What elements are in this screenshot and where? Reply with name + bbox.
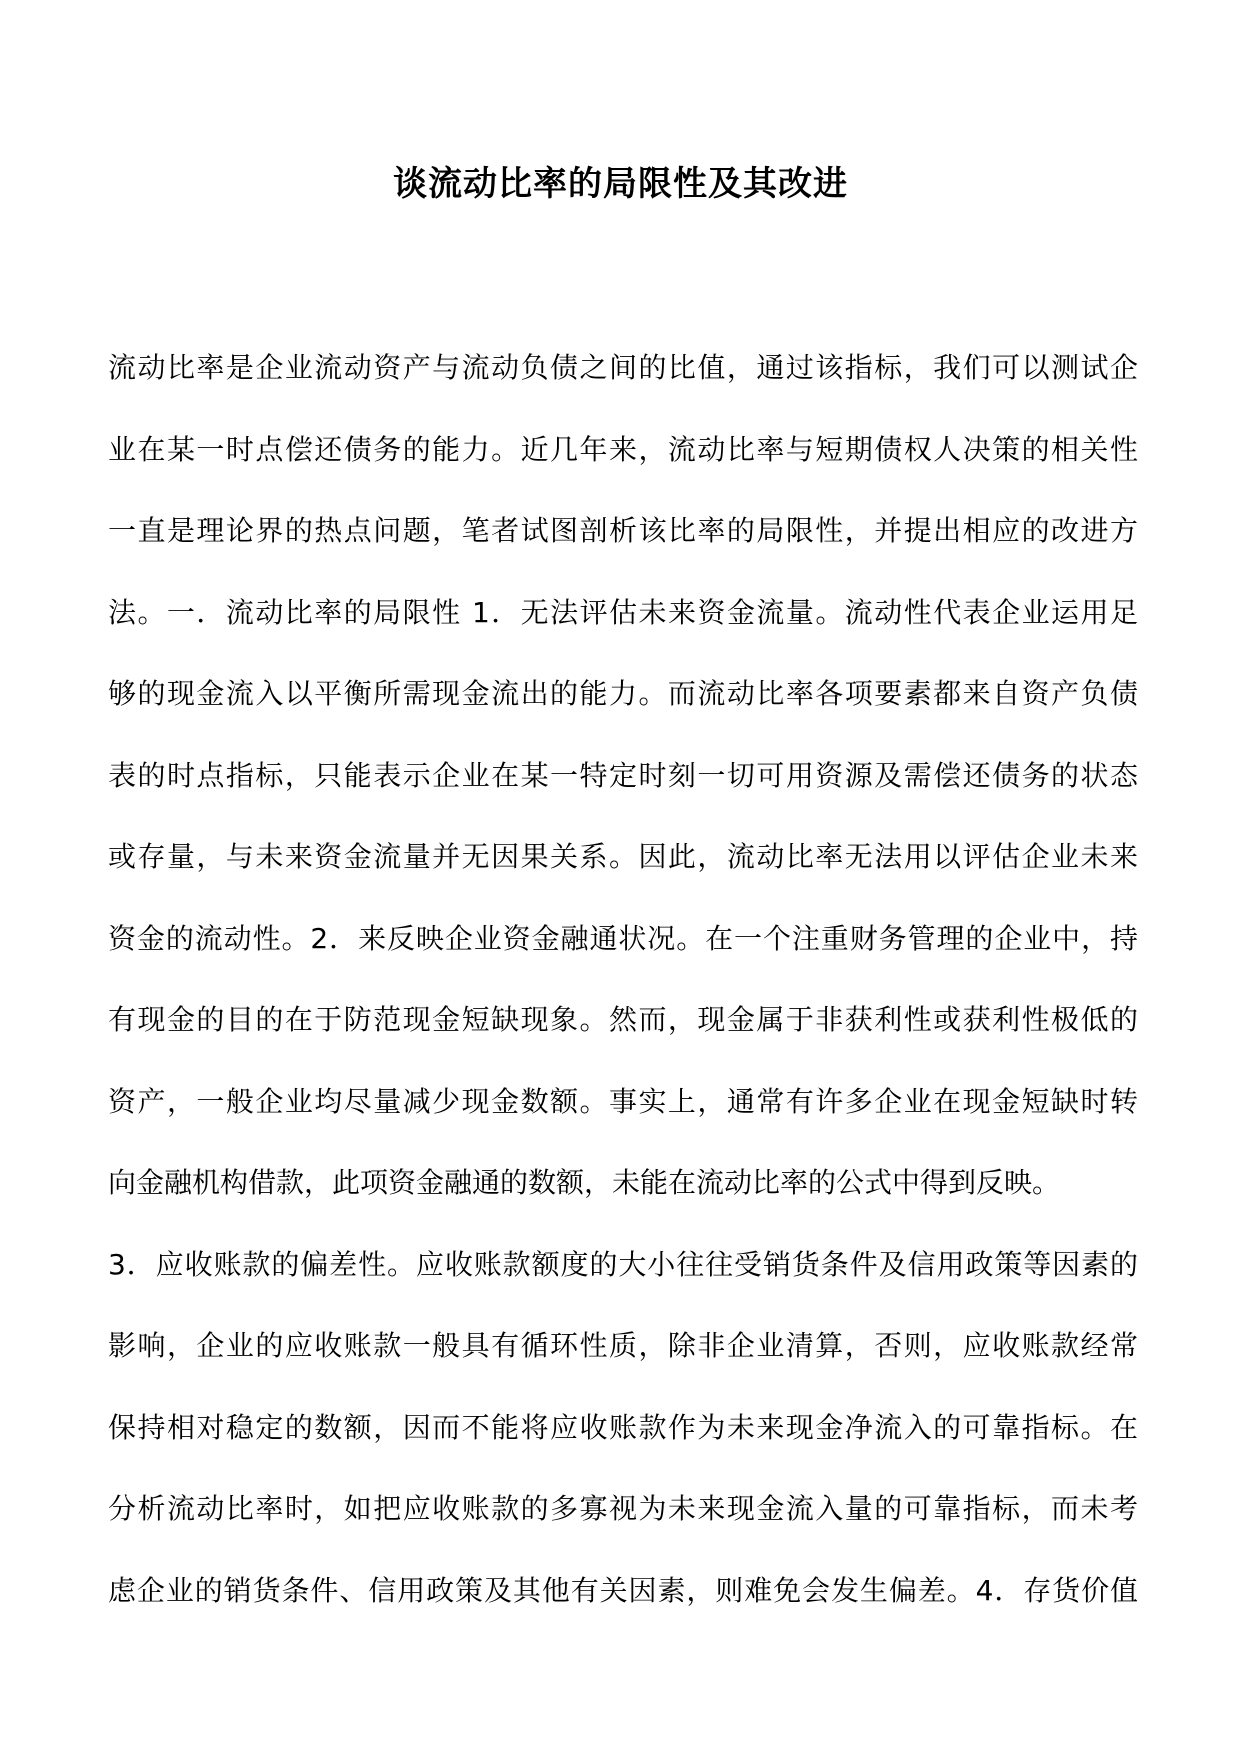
body-line: 或存量，与未来资金流量并无因果关系。因此，流动比率无法用以评估企业未来	[108, 840, 1138, 873]
body-line: 资金的流动性。2．来反映企业资金融通状况。在一个注重财务管理的企业中，持	[108, 921, 1138, 955]
document-title: 谈流动比率的局限性及其改进	[393, 164, 848, 204]
body-line: 资产，一般企业均尽量减少现金数额。事实上，通常有许多企业在现金短缺时转	[108, 1084, 1138, 1118]
body-line: 流动比率是企业流动资产与流动负债之间的比值，通过该指标，我们可以测试企	[108, 351, 1138, 384]
body-line: 虑企业的销货条件、信用政策及其他有关因素，则难免会发生偏差。4．存货价值	[108, 1573, 1138, 1607]
document-body	[108, 338, 1138, 1642]
body-line: 表的时点指标，只能表示企业在某一特定时刻一切可用资源及需偿还债务的状态	[108, 758, 1138, 792]
body-line: 向金融机构借款，此项资金融通的数额，未能在流动比率的公式中得到反映。	[108, 1166, 1061, 1199]
body-line: 业在某一时点偿还债务的能力。近几年来，流动比率与短期债权人决策的相关性	[108, 432, 1138, 466]
body-line: 法。一．流动比率的局限性 1．无法评估未来资金流量。流动性代表企业运用足	[108, 595, 1138, 629]
body-line: 有现金的目的在于防范现金短缺现象。然而，现金属于非获利性或获利性极低的	[108, 1003, 1138, 1036]
body-line: 一直是理论界的热点问题，笔者试图剖析该比率的局限性，并提出相应的改进方	[108, 514, 1138, 547]
body-line: 保持相对稳定的数额，因而不能将应收账款作为未来现金净流入的可靠指标。在	[108, 1410, 1138, 1444]
body-line: 够的现金流入以平衡所需现金流出的能力。而流动比率各项要素都来自资产负债	[108, 677, 1138, 710]
body-line: 影响，企业的应收账款一般具有循环性质，除非企业清算，否则，应收账款经常	[108, 1329, 1138, 1362]
body-line: 分析流动比率时，如把应收账款的多寡视为未来现金流入量的可靠指标，而未考	[108, 1492, 1138, 1525]
body-line: 3．应收账款的偏差性。应收账款额度的大小往往受销货条件及信用政策等因素的	[108, 1247, 1138, 1281]
